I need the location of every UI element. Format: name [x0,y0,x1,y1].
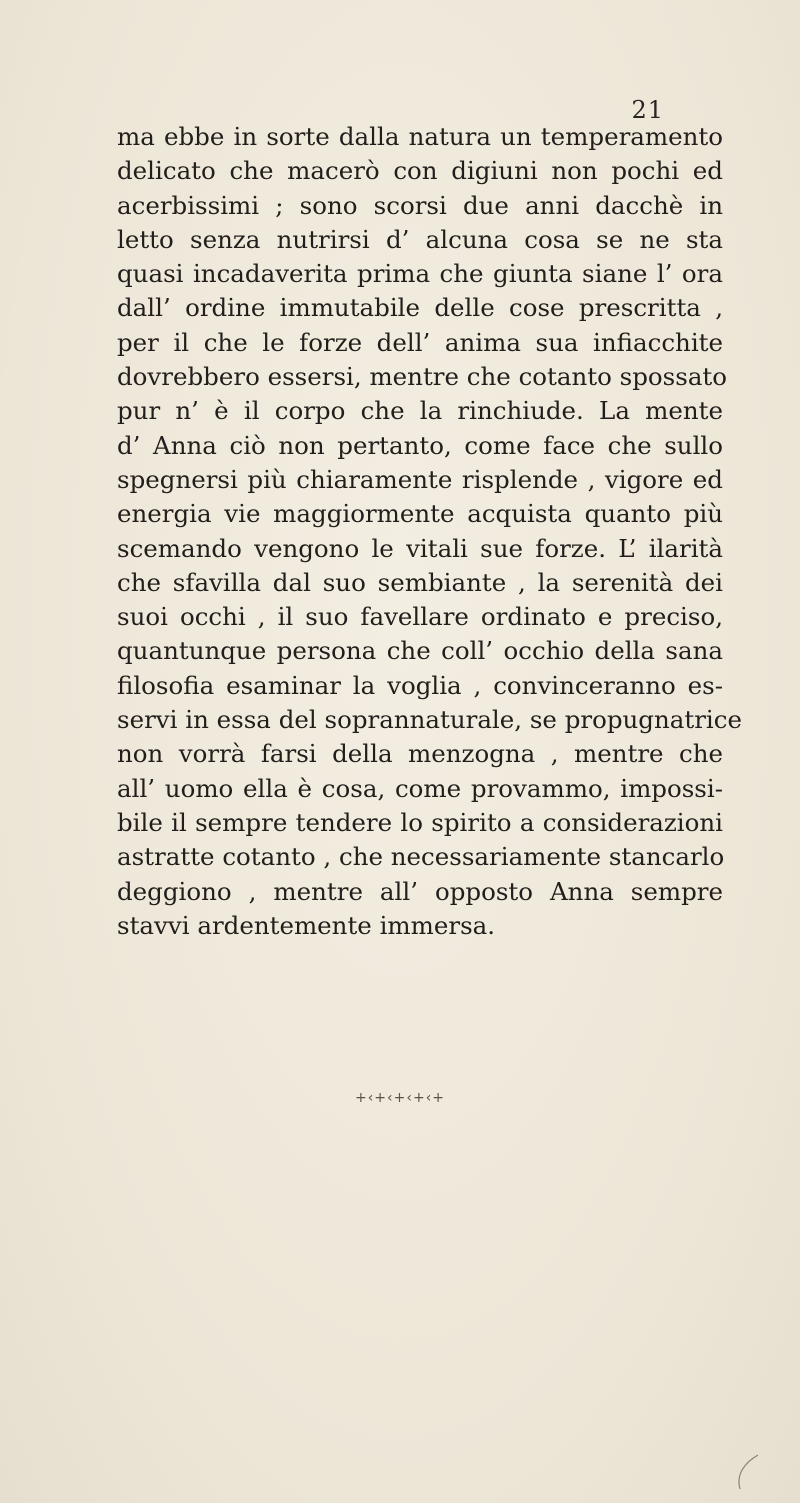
text-line: ma ebbe in sorte dalla natura un temperamento [117,122,723,151]
text-line: delicato che macerò con digiuni non pochi ed [117,156,723,186]
text-line: astratte cotanto , che necessariamente stancarlo [117,842,725,872]
text-line: quasi incadaverita prima che giunta siane l’ ora [117,259,723,289]
text-line: stavvi ardentemente immersa. [117,910,496,940]
text-line: per il che le forze dell’ anima sua infiacchite [117,327,723,357]
text-line: dovrebbero essersi, mentre che cotanto spossato [117,362,728,392]
text-line: servi in essa del soprannaturale, se propugnatrice [117,705,742,735]
text-line: spegnersi più chiaramente risplende , vigore ed [117,464,723,494]
end-ornament: +‹+‹+‹+‹+ [354,1090,446,1106]
text-line: energia vie maggiormente acquista quanto più [117,499,723,529]
text-line: acerbissimi ; sono scorsi due anni dacchè in [117,190,723,220]
text-line: bile il sempre tendere lo spirito a considerazioni [117,807,723,837]
text-line: non vorrà farsi della menzogna , mentre che [117,739,723,769]
text-line: scemando vengono le vitali sue forze. L’ ilarità [117,533,723,563]
text-line: letto senza nutrirsi d’ alcuna cosa se ne sta [117,224,723,254]
text-line: dall’ ordine immutabile delle cose prescritta , [117,293,723,323]
text-line: pur n’ è il corpo che la rinchiude. La mente [117,396,723,426]
corner-mark-icon [732,1453,762,1493]
text-line: deggiono , mentre all’ opposto Anna sempre [117,876,723,906]
text-line: d’ Anna ciò non pertanto, come face che sullo [117,430,723,460]
page-number: 21 [631,96,664,124]
text-line: quantunque persona che coll’ occhio della sana [117,636,723,666]
text-line: all’ uomo ella è cosa, come provammo, impossi- [117,773,723,803]
body-text [117,120,742,943]
text-line: che sfavilla dal suo sembiante , la serenità dei [117,567,723,597]
text-line: suoi occhi , il suo favellare ordinato e preciso, [117,602,723,632]
text-line: filosofia esaminar la voglia , convinceranno es- [117,670,723,700]
